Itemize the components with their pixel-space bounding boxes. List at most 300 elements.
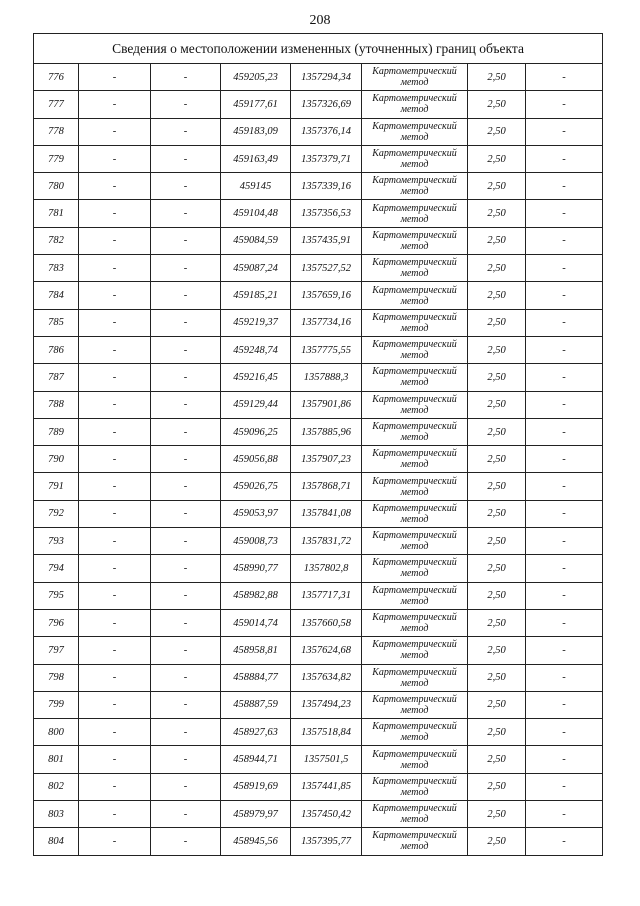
blank-cell-a: -	[79, 555, 151, 582]
blank-cell-b: -	[151, 773, 221, 800]
blank-cell-last: -	[526, 145, 603, 172]
coord-x-cell: 459183,09	[221, 118, 291, 145]
blank-cell-a: -	[79, 364, 151, 391]
method-line2: метод	[400, 704, 429, 716]
blank-cell-a: -	[79, 637, 151, 664]
method-line2: метод	[400, 650, 429, 662]
method-line1: Картометрический	[372, 202, 457, 214]
table-row	[34, 555, 603, 582]
coord-y-cell: 1357518,84	[291, 719, 362, 746]
table-row	[34, 609, 603, 636]
coord-x-cell: 459129,44	[221, 391, 291, 418]
blank-cell-last: -	[526, 582, 603, 609]
blank-cell-b: -	[151, 473, 221, 500]
method-cell	[362, 828, 468, 855]
accuracy-cell: 2,50	[468, 773, 526, 800]
coord-y-cell: 1357802,8	[291, 555, 362, 582]
blank-cell-last: -	[526, 227, 603, 254]
point-number-cell: 794	[34, 555, 79, 582]
coord-y-cell: 1357494,23	[291, 691, 362, 718]
table-row	[34, 64, 603, 91]
blank-cell-b: -	[151, 64, 221, 91]
method-cell	[362, 801, 468, 828]
blank-cell-a: -	[79, 528, 151, 555]
coord-x-cell: 458884,77	[221, 664, 291, 691]
method-line1: Картометрический	[372, 584, 457, 596]
blank-cell-a: -	[79, 255, 151, 282]
coord-x-cell: 458944,71	[221, 746, 291, 773]
coord-y-cell: 1357775,55	[291, 336, 362, 363]
blank-cell-b: -	[151, 336, 221, 363]
blank-cell-a: -	[79, 446, 151, 473]
table-row	[34, 391, 603, 418]
coord-y-cell: 1357885,96	[291, 418, 362, 445]
method-cell	[362, 691, 468, 718]
method-line1: Картометрический	[372, 693, 457, 705]
method-cell	[362, 446, 468, 473]
method-cell	[362, 64, 468, 91]
method-line2: метод	[400, 786, 429, 798]
method-line1: Картометрический	[372, 475, 457, 487]
accuracy-cell: 2,50	[468, 609, 526, 636]
method-line1: Картометрический	[372, 284, 457, 296]
method-line1: Картометрический	[372, 393, 457, 405]
method-line2: метод	[400, 486, 429, 498]
coord-x-cell: 458927,63	[221, 719, 291, 746]
blank-cell-b: -	[151, 746, 221, 773]
method-line1: Картометрический	[372, 93, 457, 105]
method-cell	[362, 746, 468, 773]
method-line1: Картометрический	[372, 612, 457, 624]
accuracy-cell: 2,50	[468, 719, 526, 746]
method-cell	[362, 719, 468, 746]
table-row	[34, 173, 603, 200]
coord-x-cell: 459205,23	[221, 64, 291, 91]
method-cell	[362, 173, 468, 200]
table-row	[34, 255, 603, 282]
point-number-cell: 792	[34, 500, 79, 527]
blank-cell-a: -	[79, 91, 151, 118]
coord-x-cell: 459219,37	[221, 309, 291, 336]
method-line2: метод	[400, 814, 429, 826]
coord-y-cell: 1357379,71	[291, 145, 362, 172]
accuracy-cell: 2,50	[468, 691, 526, 718]
method-cell	[362, 309, 468, 336]
method-line1: Картометрический	[372, 311, 457, 323]
blank-cell-b: -	[151, 255, 221, 282]
blank-cell-b: -	[151, 309, 221, 336]
coord-y-cell: 1357734,16	[291, 309, 362, 336]
coord-x-cell: 459026,75	[221, 473, 291, 500]
blank-cell-last: -	[526, 64, 603, 91]
point-number-cell: 782	[34, 227, 79, 254]
coord-y-cell: 1357435,91	[291, 227, 362, 254]
table-row	[34, 364, 603, 391]
blank-cell-b: -	[151, 664, 221, 691]
accuracy-cell: 2,50	[468, 336, 526, 363]
table-row	[34, 691, 603, 718]
accuracy-cell: 2,50	[468, 582, 526, 609]
blank-cell-a: -	[79, 282, 151, 309]
method-cell	[362, 582, 468, 609]
blank-cell-last: -	[526, 173, 603, 200]
method-line2: метод	[400, 432, 429, 443]
table-row	[34, 500, 603, 527]
accuracy-cell: 2,50	[468, 64, 526, 91]
accuracy-cell: 2,50	[468, 91, 526, 118]
accuracy-cell: 2,50	[468, 473, 526, 500]
blank-cell-a: -	[79, 801, 151, 828]
table-row	[34, 582, 603, 609]
coord-x-cell: 458919,69	[221, 773, 291, 800]
method-line1: Картометрический	[372, 748, 457, 760]
method-cell	[362, 391, 468, 418]
coord-y-cell: 1357395,77	[291, 828, 362, 855]
blank-cell-b: -	[151, 446, 221, 473]
accuracy-cell: 2,50	[468, 828, 526, 855]
coord-y-cell: 1357717,31	[291, 582, 362, 609]
title-row	[34, 34, 603, 64]
table-row	[34, 801, 603, 828]
method-cell	[362, 637, 468, 664]
point-number-cell: 801	[34, 746, 79, 773]
method-cell	[362, 255, 468, 282]
blank-cell-b: -	[151, 528, 221, 555]
method-line1: Картометрический	[372, 557, 457, 569]
point-number-cell: 778	[34, 118, 79, 145]
coord-x-cell: 458958,81	[221, 637, 291, 664]
blank-cell-last: -	[526, 391, 603, 418]
blank-cell-b: -	[151, 418, 221, 445]
method-line2: метод	[400, 459, 429, 471]
method-line1: Картометрический	[372, 339, 457, 351]
method-line2: метод	[400, 623, 429, 635]
coord-x-cell: 458982,88	[221, 582, 291, 609]
table-row	[34, 309, 603, 336]
table-row	[34, 336, 603, 363]
blank-cell-a: -	[79, 173, 151, 200]
accuracy-cell: 2,50	[468, 746, 526, 773]
coord-x-cell: 459056,88	[221, 446, 291, 473]
coord-y-cell: 1357888,3	[291, 364, 362, 391]
method-line1: Картометрический	[372, 803, 457, 815]
table-body	[34, 34, 603, 856]
method-line2: метод	[400, 186, 429, 198]
table-title: Сведения о местоположении измененных (уточненных) границ объекта	[34, 34, 603, 64]
point-number-cell: 796	[34, 609, 79, 636]
coord-y-cell: 1357831,72	[291, 528, 362, 555]
method-line2: метод	[400, 513, 429, 525]
point-number-cell: 795	[34, 582, 79, 609]
blank-cell-a: -	[79, 418, 151, 445]
method-cell	[362, 500, 468, 527]
blank-cell-a: -	[79, 691, 151, 718]
blank-cell-last: -	[526, 118, 603, 145]
blank-cell-last: -	[526, 609, 603, 636]
method-line2: метод	[400, 322, 429, 334]
blank-cell-a: -	[79, 828, 151, 855]
method-line2: метод	[400, 268, 429, 280]
coord-y-cell: 1357624,68	[291, 637, 362, 664]
accuracy-cell: 2,50	[468, 637, 526, 664]
blank-cell-b: -	[151, 555, 221, 582]
method-line1: Картометрический	[372, 229, 457, 241]
blank-cell-a: -	[79, 500, 151, 527]
method-line2: метод	[400, 240, 429, 252]
blank-cell-a: -	[79, 64, 151, 91]
blank-cell-a: -	[79, 773, 151, 800]
blank-cell-last: -	[526, 418, 603, 445]
coord-x-cell: 459177,61	[221, 91, 291, 118]
blank-cell-b: -	[151, 145, 221, 172]
accuracy-cell: 2,50	[468, 801, 526, 828]
table-row	[34, 145, 603, 172]
blank-cell-a: -	[79, 582, 151, 609]
method-line1: Картометрический	[372, 775, 457, 787]
coord-x-cell: 459216,45	[221, 364, 291, 391]
accuracy-cell: 2,50	[468, 118, 526, 145]
coord-y-cell: 1357660,58	[291, 609, 362, 636]
blank-cell-last: -	[526, 637, 603, 664]
method-line2: метод	[400, 77, 429, 89]
point-number-cell: 779	[34, 145, 79, 172]
method-line1: Картометрический	[372, 830, 457, 842]
table-row	[34, 446, 603, 473]
method-line1: Картометрический	[372, 502, 457, 514]
coord-y-cell: 1357868,71	[291, 473, 362, 500]
blank-cell-b: -	[151, 719, 221, 746]
blank-cell-last: -	[526, 691, 603, 718]
method-line1: Картометрический	[372, 366, 457, 378]
coord-x-cell: 459053,97	[221, 500, 291, 527]
blank-cell-b: -	[151, 609, 221, 636]
method-line1: Картометрический	[372, 721, 457, 733]
point-number-cell: 800	[34, 719, 79, 746]
method-line1: Картометрический	[372, 639, 457, 651]
coord-x-cell: 458979,97	[221, 801, 291, 828]
blank-cell-b: -	[151, 200, 221, 227]
method-cell	[362, 418, 468, 445]
table-row	[34, 528, 603, 555]
method-line2: метод	[400, 295, 429, 307]
method-cell	[362, 227, 468, 254]
coord-x-cell: 459163,49	[221, 145, 291, 172]
point-number-cell: 780	[34, 173, 79, 200]
blank-cell-b: -	[151, 582, 221, 609]
point-number-cell: 776	[34, 64, 79, 91]
coord-x-cell: 458945,56	[221, 828, 291, 855]
method-line2: метод	[400, 159, 429, 171]
blank-cell-last: -	[526, 828, 603, 855]
method-line2: метод	[400, 568, 429, 580]
coord-y-cell: 1357634,82	[291, 664, 362, 691]
coord-x-cell: 459014,74	[221, 609, 291, 636]
method-line1: Картометрический	[372, 175, 457, 187]
point-number-cell: 784	[34, 282, 79, 309]
coord-x-cell: 459087,24	[221, 255, 291, 282]
method-line2: метод	[400, 841, 429, 853]
blank-cell-a: -	[79, 719, 151, 746]
point-number-cell: 793	[34, 528, 79, 555]
blank-cell-a: -	[79, 746, 151, 773]
method-line2: метод	[400, 595, 429, 607]
method-cell	[362, 773, 468, 800]
coord-x-cell: 459185,21	[221, 282, 291, 309]
method-cell	[362, 528, 468, 555]
coord-x-cell: 459145	[221, 173, 291, 200]
table-row	[34, 227, 603, 254]
point-number-cell: 783	[34, 255, 79, 282]
blank-cell-last: -	[526, 446, 603, 473]
blank-cell-last: -	[526, 801, 603, 828]
point-number-cell: 786	[34, 336, 79, 363]
blank-cell-last: -	[526, 773, 603, 800]
blank-cell-a: -	[79, 473, 151, 500]
table-row	[34, 282, 603, 309]
point-number-cell: 777	[34, 91, 79, 118]
point-number-cell: 798	[34, 664, 79, 691]
blank-cell-b: -	[151, 500, 221, 527]
accuracy-cell: 2,50	[468, 500, 526, 527]
coord-x-cell: 459096,25	[221, 418, 291, 445]
blank-cell-a: -	[79, 609, 151, 636]
blank-cell-b: -	[151, 173, 221, 200]
blank-cell-b: -	[151, 391, 221, 418]
table-row	[34, 828, 603, 855]
method-line2: метод	[400, 131, 429, 143]
coord-x-cell: 459084,59	[221, 227, 291, 254]
method-line2: метод	[400, 377, 429, 389]
accuracy-cell: 2,50	[468, 418, 526, 445]
blank-cell-last: -	[526, 309, 603, 336]
blank-cell-b: -	[151, 227, 221, 254]
method-cell	[362, 664, 468, 691]
method-cell	[362, 609, 468, 636]
point-number-cell: 797	[34, 637, 79, 664]
blank-cell-last: -	[526, 282, 603, 309]
coord-y-cell: 1357339,16	[291, 173, 362, 200]
blank-cell-a: -	[79, 391, 151, 418]
coord-x-cell: 459248,74	[221, 336, 291, 363]
blank-cell-last: -	[526, 200, 603, 227]
blank-cell-last: -	[526, 91, 603, 118]
method-cell	[362, 282, 468, 309]
blank-cell-b: -	[151, 828, 221, 855]
point-number-cell: 789	[34, 418, 79, 445]
method-cell	[362, 91, 468, 118]
coord-x-cell: 459104,48	[221, 200, 291, 227]
coord-y-cell: 1357441,85	[291, 773, 362, 800]
point-number-cell: 802	[34, 773, 79, 800]
table-row	[34, 746, 603, 773]
point-number-cell: 790	[34, 446, 79, 473]
coord-y-cell: 1357450,42	[291, 801, 362, 828]
accuracy-cell: 2,50	[468, 528, 526, 555]
coord-y-cell: 1357841,08	[291, 500, 362, 527]
accuracy-cell: 2,50	[468, 391, 526, 418]
point-number-cell: 785	[34, 309, 79, 336]
method-line2: метод	[400, 541, 429, 553]
blank-cell-last: -	[526, 719, 603, 746]
blank-cell-b: -	[151, 637, 221, 664]
point-number-cell: 804	[34, 828, 79, 855]
method-line1: Картометрический	[372, 666, 457, 678]
blank-cell-last: -	[526, 473, 603, 500]
method-cell	[362, 336, 468, 363]
method-cell	[362, 555, 468, 582]
blank-cell-a: -	[79, 309, 151, 336]
accuracy-cell: 2,50	[468, 446, 526, 473]
table-row	[34, 91, 603, 118]
method-line2: метод	[400, 759, 429, 771]
blank-cell-last: -	[526, 255, 603, 282]
accuracy-cell: 2,50	[468, 364, 526, 391]
blank-cell-a: -	[79, 200, 151, 227]
coord-y-cell: 1357376,14	[291, 118, 362, 145]
blank-cell-last: -	[526, 555, 603, 582]
method-line1: Картометрический	[372, 530, 457, 542]
coord-y-cell: 1357527,52	[291, 255, 362, 282]
method-cell	[362, 364, 468, 391]
table-row	[34, 118, 603, 145]
coord-y-cell: 1357659,16	[291, 282, 362, 309]
blank-cell-b: -	[151, 801, 221, 828]
blank-cell-a: -	[79, 227, 151, 254]
point-number-cell: 799	[34, 691, 79, 718]
point-number-cell: 803	[34, 801, 79, 828]
coord-x-cell: 458990,77	[221, 555, 291, 582]
coord-x-cell: 458887,59	[221, 691, 291, 718]
point-number-cell: 781	[34, 200, 79, 227]
accuracy-cell: 2,50	[468, 227, 526, 254]
method-cell	[362, 200, 468, 227]
method-cell	[362, 118, 468, 145]
blank-cell-a: -	[79, 145, 151, 172]
table-row	[34, 418, 603, 445]
method-line2: метод	[400, 350, 429, 362]
table-row	[34, 664, 603, 691]
blank-cell-last: -	[526, 746, 603, 773]
method-line2: метод	[400, 104, 429, 116]
method-line2: метод	[400, 404, 429, 416]
blank-cell-last: -	[526, 528, 603, 555]
blank-cell-b: -	[151, 364, 221, 391]
method-line1: Картометрический	[372, 148, 457, 160]
blank-cell-b: -	[151, 118, 221, 145]
coord-y-cell: 1357326,69	[291, 91, 362, 118]
accuracy-cell: 2,50	[468, 173, 526, 200]
blank-cell-a: -	[79, 664, 151, 691]
coord-y-cell: 1357501,5	[291, 746, 362, 773]
coord-x-cell: 459008,73	[221, 528, 291, 555]
accuracy-cell: 2,50	[468, 282, 526, 309]
coord-y-cell: 1357907,23	[291, 446, 362, 473]
blank-cell-b: -	[151, 91, 221, 118]
blank-cell-last: -	[526, 336, 603, 363]
point-number-cell: 788	[34, 391, 79, 418]
blank-cell-last: -	[526, 500, 603, 527]
table-row	[34, 473, 603, 500]
table-row	[34, 200, 603, 227]
method-cell	[362, 473, 468, 500]
coord-y-cell: 1357356,53	[291, 200, 362, 227]
method-line2: метод	[400, 213, 429, 225]
accuracy-cell: 2,50	[468, 145, 526, 172]
method-line1: Картометрический	[372, 257, 457, 269]
accuracy-cell: 2,50	[468, 664, 526, 691]
method-line1: Картометрический	[372, 120, 457, 132]
coord-y-cell: 1357901,86	[291, 391, 362, 418]
